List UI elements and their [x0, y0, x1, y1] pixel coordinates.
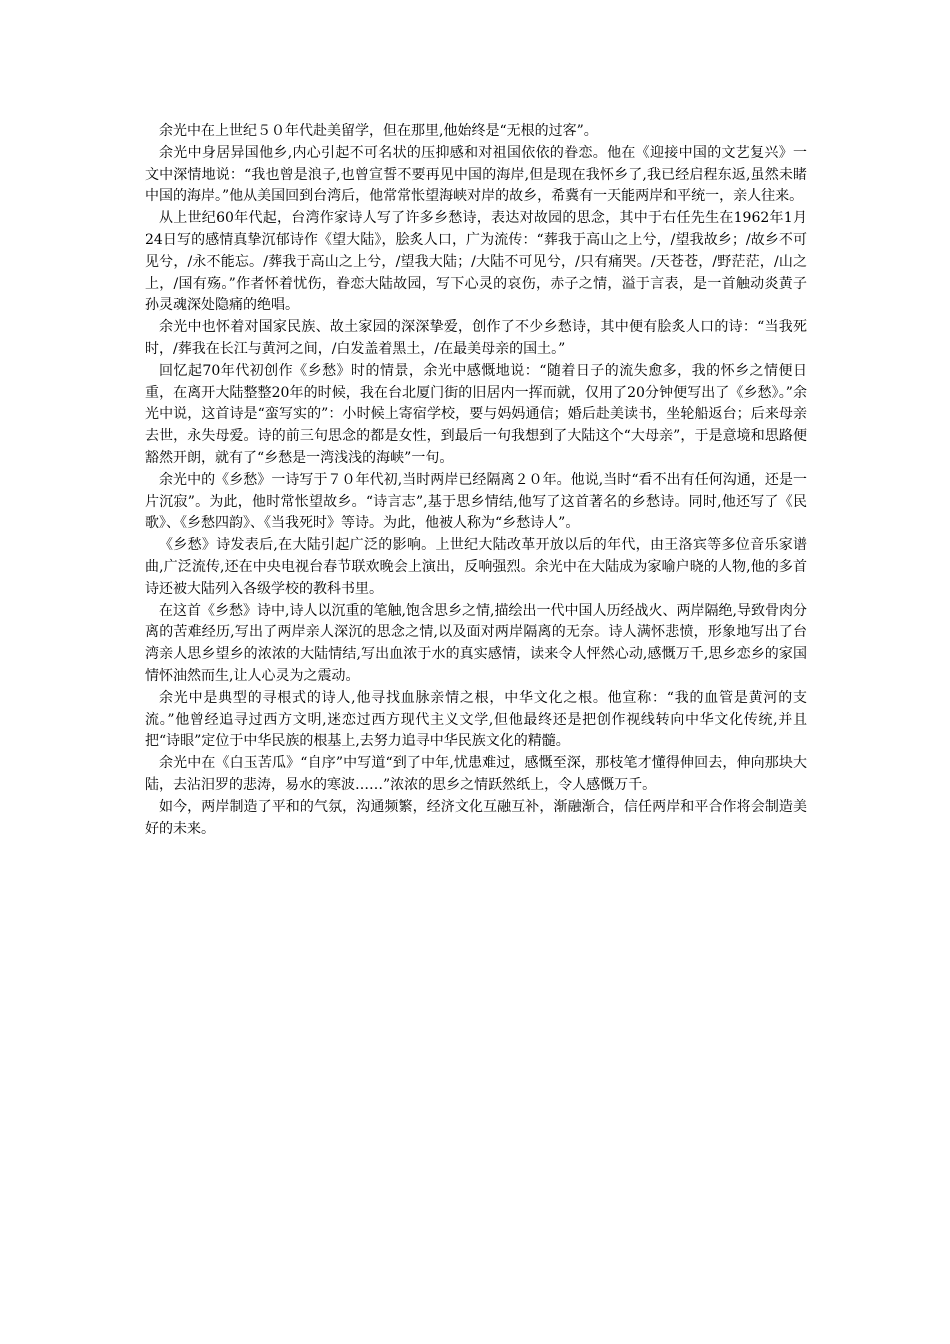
paragraph-3: 从上世纪60年代起，台湾作家诗人写了许多乡愁诗，表达对故园的思念，其中于右任先生在1962年1月24日写的感情真挚沉郁诗作《望大陆》，脍炙人口，广为流传：“葬我于高山之上兮，/望我故乡；/故乡不可见兮，/永不能忘。/葬我于高山之上兮，/望我大陆；/大陆不可见兮，/只有痛哭。/天苍苍，/野茫茫，/山之上，/国有殇。”作者怀着忧伤，眷恋大陆故园，写下心灵的哀伤，赤子之情，溢于言表，是一首触动炎黄子孙灵魂深处隐痛的绝唱。 [145, 210, 807, 314]
paragraph-8: 在这首《乡愁》诗中,诗人以沉重的笔触,饱含思乡之情,描绘出一代中国人历经战火、两岸隔绝,导致骨肉分离的苦难经历,写出了两岸亲人深沉的思念之情,以及面对两岸隔离的无奈。诗人满怀悲愤，形象地写出了台湾亲人思乡望乡的浓浓的大陆情结,写出血浓于水的真实感情，读来令人怦然心动,感慨万千,思乡恋乡的家国情怀油然而生,让人心灵为之震动。 [145, 602, 807, 684]
document-body [145, 121, 807, 840]
paragraph-9: 余光中是典型的寻根式的诗人,他寻找血脉亲情之根，中华文化之根。他宣称：“我的血管是黄河的支流。”他曾经追寻过西方文明,迷恋过西方现代主义文学,但他最终还是把创作视线转向中华文化传统,并且把“诗眼”定位于中华民族的根基上,去努力追寻中华民族文化的精髓。 [145, 689, 807, 750]
paragraph-6: 余光中的《乡愁》一诗写于７０年代初,当时两岸已经隔离２０年。他说,当时“看不出有任何沟通，还是一片沉寂”。为此，他时常怅望故乡。“诗言志”,基于思乡情结,他写了这首著名的乡愁诗。同时,他还写了《民歌》、《乡愁四韵》、《当我死时》等诗。为此，他被人称为“乡愁诗人”。 [145, 471, 807, 532]
paragraph-2: 余光中身居异国他乡,内心引起不可名状的压抑感和对祖国依依的眷恋。他在《迎接中国的文艺复兴》一文中深情地说：“我也曾是浪子,也曾宣誓不要再见中国的海岸,但是现在我怀乡了,我已经启程东返,虽然未睹中国的海岸。”他从美国回到台湾后，他常常怅望海峡对岸的故乡，希冀有一天能两岸和平统一，亲人往来。 [145, 144, 807, 205]
paragraph-10: 余光中在《白玉苦瓜》“自序”中写道“到了中年,忧患难过，感慨至深，那枝笔才懂得伸回去，伸向那块大陆，去沾汨罗的悲涛，易水的寒波……”浓浓的思乡之情跃然纸上，令人感慨万千。 [145, 755, 807, 793]
paragraph-5: 回忆起70年代初创作《乡愁》时的情景，余光中感慨地说：“随着日子的流失愈多，我的怀乡之情便日重，在离开大陆整整20年的时候，我在台北厦门街的旧居内一挥而就，仅用了20分钟便写出了《乡愁》。”余光中说，这首诗是“蛮写实的”：小时候上寄宿学校，要与妈妈通信；婚后赴美读书，坐轮船返台；后来母亲去世，永失母爱。诗的前三句思念的都是女性，到最后一句我想到了大陆这个“大母亲”，于是意境和思路便豁然开朗，就有了“乡愁是一湾浅浅的海峡”一句。 [145, 362, 807, 466]
paragraph-11: 如今，两岸制造了平和的气氛，沟通频繁，经济文化互融互补，渐融渐合，信任两岸和平合作将会制造美好的未来。 [145, 798, 807, 837]
paragraph-7: 《乡愁》诗发表后,在大陆引起广泛的影响。上世纪大陆改革开放以后的年代，由王洛宾等多位音乐家谱曲,广泛流传,还在中央电视台春节联欢晚会上演出，反响强烈。余光中在大陆成为家喻户晓的人物,他的多首诗还被大陆列入各级学校的教科书里。 [145, 537, 807, 597]
paragraph-4: 余光中也怀着对国家民族、故土家园的深深挚爱，创作了不少乡愁诗，其中便有脍炙人口的诗：“当我死时，/葬我在长江与黄河之间，/白发盖着黑土，/在最美母亲的国土。” [145, 319, 807, 357]
paragraph-1: 余光中在上世纪５０年代赴美留学，但在那里,他始终是“无根的过客”。 [159, 123, 598, 139]
